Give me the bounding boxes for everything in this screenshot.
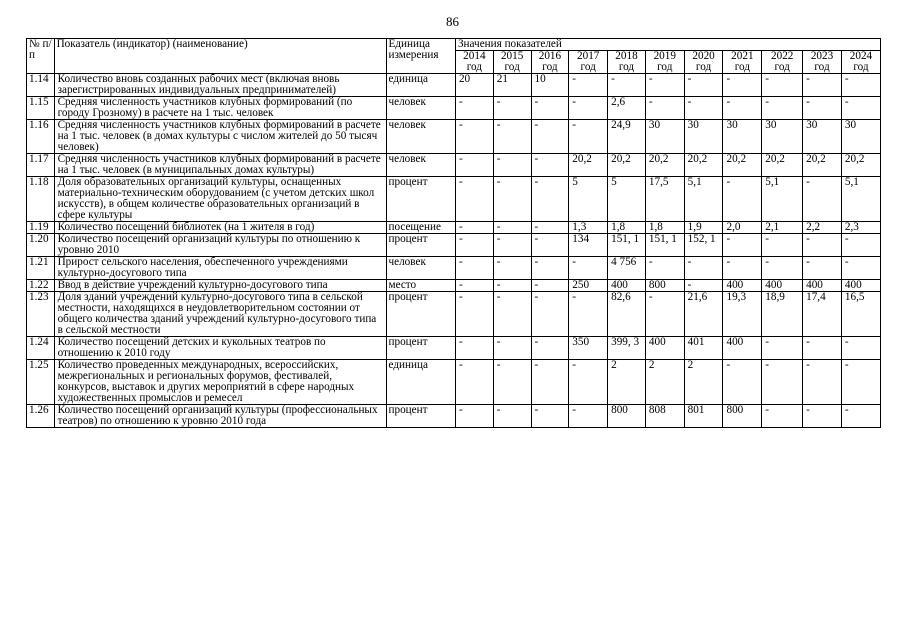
value-cell: 152, 1 [684,234,723,257]
value-cell: 400 [608,280,646,292]
value-cell: - [723,257,762,280]
table-row [27,97,881,120]
value-cell: - [531,280,569,292]
value-cell: - [493,234,531,257]
value-cell: - [531,97,569,120]
row-number: 1.21 [27,257,55,280]
value-cell: 30 [841,120,880,154]
row-number: 1.17 [27,154,55,177]
value-cell: 800 [723,405,762,428]
value-cell: - [841,97,880,120]
value-cell: 800 [608,405,646,428]
header-year: 2019 год [645,51,684,74]
value-cell: - [841,257,880,280]
value-cell: 21 [493,74,531,97]
value-cell: 4 756 [608,257,646,280]
value-cell: - [684,74,723,97]
value-cell: - [645,257,684,280]
value-cell: 5 [569,177,608,222]
value-cell: 10 [531,74,569,97]
value-cell: - [531,154,569,177]
table-row [27,360,881,405]
header-indicator: Показатель (индикатор) (наименование) [54,39,386,74]
value-cell: 400 [841,280,880,292]
header-year: 2018 год [608,51,646,74]
unit-of-measure: единица [386,360,455,405]
row-number: 1.23 [27,292,55,337]
value-cell: - [723,234,762,257]
value-cell: - [723,177,762,222]
header-year: 2020 год [684,51,723,74]
row-number: 1.16 [27,120,55,154]
value-cell: - [645,97,684,120]
value-cell: - [531,177,569,222]
indicator-name: Ввод в действие учреждений культурно-досугового типа [54,280,386,292]
value-cell: - [493,280,531,292]
indicator-name: Количество посещений организаций культуры по отношению к уровню 2010 [54,234,386,257]
value-cell: - [645,74,684,97]
table-row [27,234,881,257]
unit-of-measure: человек [386,97,455,120]
value-cell: 800 [645,280,684,292]
value-cell: - [569,257,608,280]
value-cell: - [493,257,531,280]
value-cell: 21,6 [684,292,723,337]
table-row [27,257,881,280]
value-cell: 151, 1 [645,234,684,257]
value-cell: - [455,97,493,120]
value-cell: 20,2 [762,154,803,177]
unit-of-measure: процент [386,292,455,337]
value-cell: - [569,405,608,428]
value-cell: - [531,222,569,234]
value-cell: 5,1 [841,177,880,222]
row-number: 1.25 [27,360,55,405]
value-cell: 20,2 [803,154,842,177]
value-cell: 30 [645,120,684,154]
header-year: 2021 год [723,51,762,74]
value-cell: 399, 3 [608,337,646,360]
unit-of-measure: человек [386,257,455,280]
table-header [27,39,881,74]
value-cell: 16,5 [841,292,880,337]
value-cell: - [762,405,803,428]
value-cell: - [762,234,803,257]
unit-of-measure: человек [386,154,455,177]
value-cell: 18,9 [762,292,803,337]
value-cell: 1,8 [645,222,684,234]
indicator-name: Количество посещений детских и кукольных театров по отношению к 2010 году [54,337,386,360]
table-body [27,74,881,428]
value-cell: - [569,74,608,97]
value-cell: - [569,292,608,337]
unit-of-measure: человек [386,120,455,154]
value-cell: 20,2 [645,154,684,177]
value-cell: - [803,74,842,97]
value-cell: 19,3 [723,292,762,337]
value-cell: - [762,74,803,97]
value-cell: 30 [762,120,803,154]
value-cell: - [762,257,803,280]
value-cell: - [762,360,803,405]
row-number: 1.26 [27,405,55,428]
value-cell: 5 [608,177,646,222]
value-cell: - [493,97,531,120]
table-row [27,177,881,222]
value-cell: - [569,360,608,405]
value-cell: 2 [608,360,646,405]
value-cell: 20,2 [569,154,608,177]
value-cell: 808 [645,405,684,428]
value-cell: - [803,97,842,120]
value-cell: 20,2 [841,154,880,177]
value-cell: - [803,234,842,257]
unit-of-measure: процент [386,177,455,222]
value-cell: 801 [684,405,723,428]
value-cell: - [455,234,493,257]
value-cell: 1,8 [608,222,646,234]
value-cell: - [569,97,608,120]
value-cell: - [531,234,569,257]
value-cell: - [455,120,493,154]
value-cell: 30 [684,120,723,154]
value-cell: - [455,280,493,292]
table-row [27,337,881,360]
value-cell: - [841,74,880,97]
unit-of-measure: единица [386,74,455,97]
value-cell: 20,2 [684,154,723,177]
value-cell: 400 [762,280,803,292]
value-cell: 350 [569,337,608,360]
row-number: 1.19 [27,222,55,234]
indicator-name: Количество вновь созданных рабочих мест (включая вновь зарегистрированных индивидуальных предпринимателей) [54,74,386,97]
value-cell: - [531,292,569,337]
value-cell: - [455,360,493,405]
indicator-name: Количество посещений организаций культуры (профессиональных театров) по отношению к уровню 2010 года [54,405,386,428]
value-cell: - [493,120,531,154]
value-cell: - [531,257,569,280]
value-cell: - [493,405,531,428]
value-cell: 2,1 [762,222,803,234]
value-cell: - [455,337,493,360]
value-cell: - [841,405,880,428]
value-cell: 1,9 [684,222,723,234]
indicator-name: Доля зданий учреждений культурно-досугового типа в сельской местности, находящихся в неудовлетворительном состоянии от общего количества зданий учреждений культурно-досугового типа в сельской местности [54,292,386,337]
value-cell: - [455,292,493,337]
value-cell: - [455,222,493,234]
unit-of-measure: процент [386,234,455,257]
value-cell: 151, 1 [608,234,646,257]
value-cell: - [608,74,646,97]
value-cell: - [493,360,531,405]
value-cell: 17,4 [803,292,842,337]
indicators-table [26,38,881,428]
value-cell: 2,6 [608,97,646,120]
table-row [27,222,881,234]
value-cell: 1,3 [569,222,608,234]
value-cell: - [803,337,842,360]
header-year: 2015 год [493,51,531,74]
value-cell: - [569,120,608,154]
value-cell: - [841,234,880,257]
value-cell: - [803,360,842,405]
value-cell: 20 [455,74,493,97]
value-cell: 400 [645,337,684,360]
indicator-name: Количество посещений библиотек (на 1 жителя в год) [54,222,386,234]
row-number: 1.14 [27,74,55,97]
value-cell: 17,5 [645,177,684,222]
value-cell: 2 [684,360,723,405]
value-cell: - [531,120,569,154]
value-cell: 400 [803,280,842,292]
value-cell: - [455,405,493,428]
value-cell: - [531,405,569,428]
indicator-name: Доля образовательных организаций культуры, оснащенных материально-техническим оборудованием (с учетом детских школ искусств), в общем количестве образовательных организаций в сфере культуры [54,177,386,222]
value-cell: 82,6 [608,292,646,337]
value-cell: 30 [803,120,842,154]
unit-of-measure: процент [386,405,455,428]
value-cell: - [723,97,762,120]
value-cell: 2 [645,360,684,405]
value-cell: - [645,292,684,337]
value-cell: 250 [569,280,608,292]
table-row [27,405,881,428]
row-number: 1.22 [27,280,55,292]
value-cell: - [493,154,531,177]
table-row [27,292,881,337]
unit-of-measure: посещение [386,222,455,234]
header-year: 2022 год [762,51,803,74]
value-cell: 400 [723,337,762,360]
value-cell: - [723,360,762,405]
value-cell: - [803,405,842,428]
value-cell: 20,2 [608,154,646,177]
value-cell: - [803,257,842,280]
value-cell: 5,1 [684,177,723,222]
row-number: 1.18 [27,177,55,222]
indicator-name: Прирост сельского населения, обеспеченного учреждениями культурно-досугового типа [54,257,386,280]
value-cell: - [493,222,531,234]
table-row [27,154,881,177]
row-number: 1.24 [27,337,55,360]
value-cell: - [493,292,531,337]
value-cell: 20,2 [723,154,762,177]
value-cell: 401 [684,337,723,360]
indicator-name: Средняя численность участников клубных формирований в расчете на 1 тыс. человек (в муниципальных домах культуры) [54,154,386,177]
row-number: 1.15 [27,97,55,120]
indicator-name: Средняя численность участников клубных формирований в расчете на 1 тыс. человек (в домах культуры с числом жителей до 50 тысяч человек) [54,120,386,154]
value-cell: - [455,177,493,222]
header-num: № п/п [27,39,55,74]
value-cell: - [455,257,493,280]
value-cell: 134 [569,234,608,257]
page-number: 86 [446,14,459,29]
value-cell: - [493,177,531,222]
value-cell: - [531,337,569,360]
table-row [27,120,881,154]
table-row [27,74,881,97]
value-cell: 5,1 [762,177,803,222]
value-cell: - [723,74,762,97]
row-number: 1.20 [27,234,55,257]
header-year: 2014 год [455,51,493,74]
value-cell: 2,0 [723,222,762,234]
header-year: 2016 год [531,51,569,74]
indicator-name: Количество проведенных международных, всероссийских, межрегиональных и региональных форумов, фестивалей, конкурсов, выставок и других мероприятий в сфере народных художественных промыслов и ремесел [54,360,386,405]
header-values: Значения показателей [455,39,880,51]
value-cell: - [841,337,880,360]
unit-of-measure: место [386,280,455,292]
value-cell: - [762,337,803,360]
value-cell: 400 [723,280,762,292]
header-year: 2017 год [569,51,608,74]
value-cell: - [531,360,569,405]
header-year: 2023 год [803,51,842,74]
indicator-name: Средняя численность участников клубных формирований (по городу Грозному) в расчете на 1 тыс. человек [54,97,386,120]
value-cell: - [841,360,880,405]
value-cell: - [493,337,531,360]
value-cell: - [684,257,723,280]
header-year: 2024 год [841,51,880,74]
table-row [27,280,881,292]
header-unit: Единица измерения [386,39,455,74]
value-cell: - [684,280,723,292]
value-cell: 30 [723,120,762,154]
value-cell: 24,9 [608,120,646,154]
value-cell: - [762,97,803,120]
value-cell: 2,3 [841,222,880,234]
value-cell: - [803,177,842,222]
value-cell: 2,2 [803,222,842,234]
value-cell: - [684,97,723,120]
unit-of-measure: процент [386,337,455,360]
value-cell: - [455,154,493,177]
